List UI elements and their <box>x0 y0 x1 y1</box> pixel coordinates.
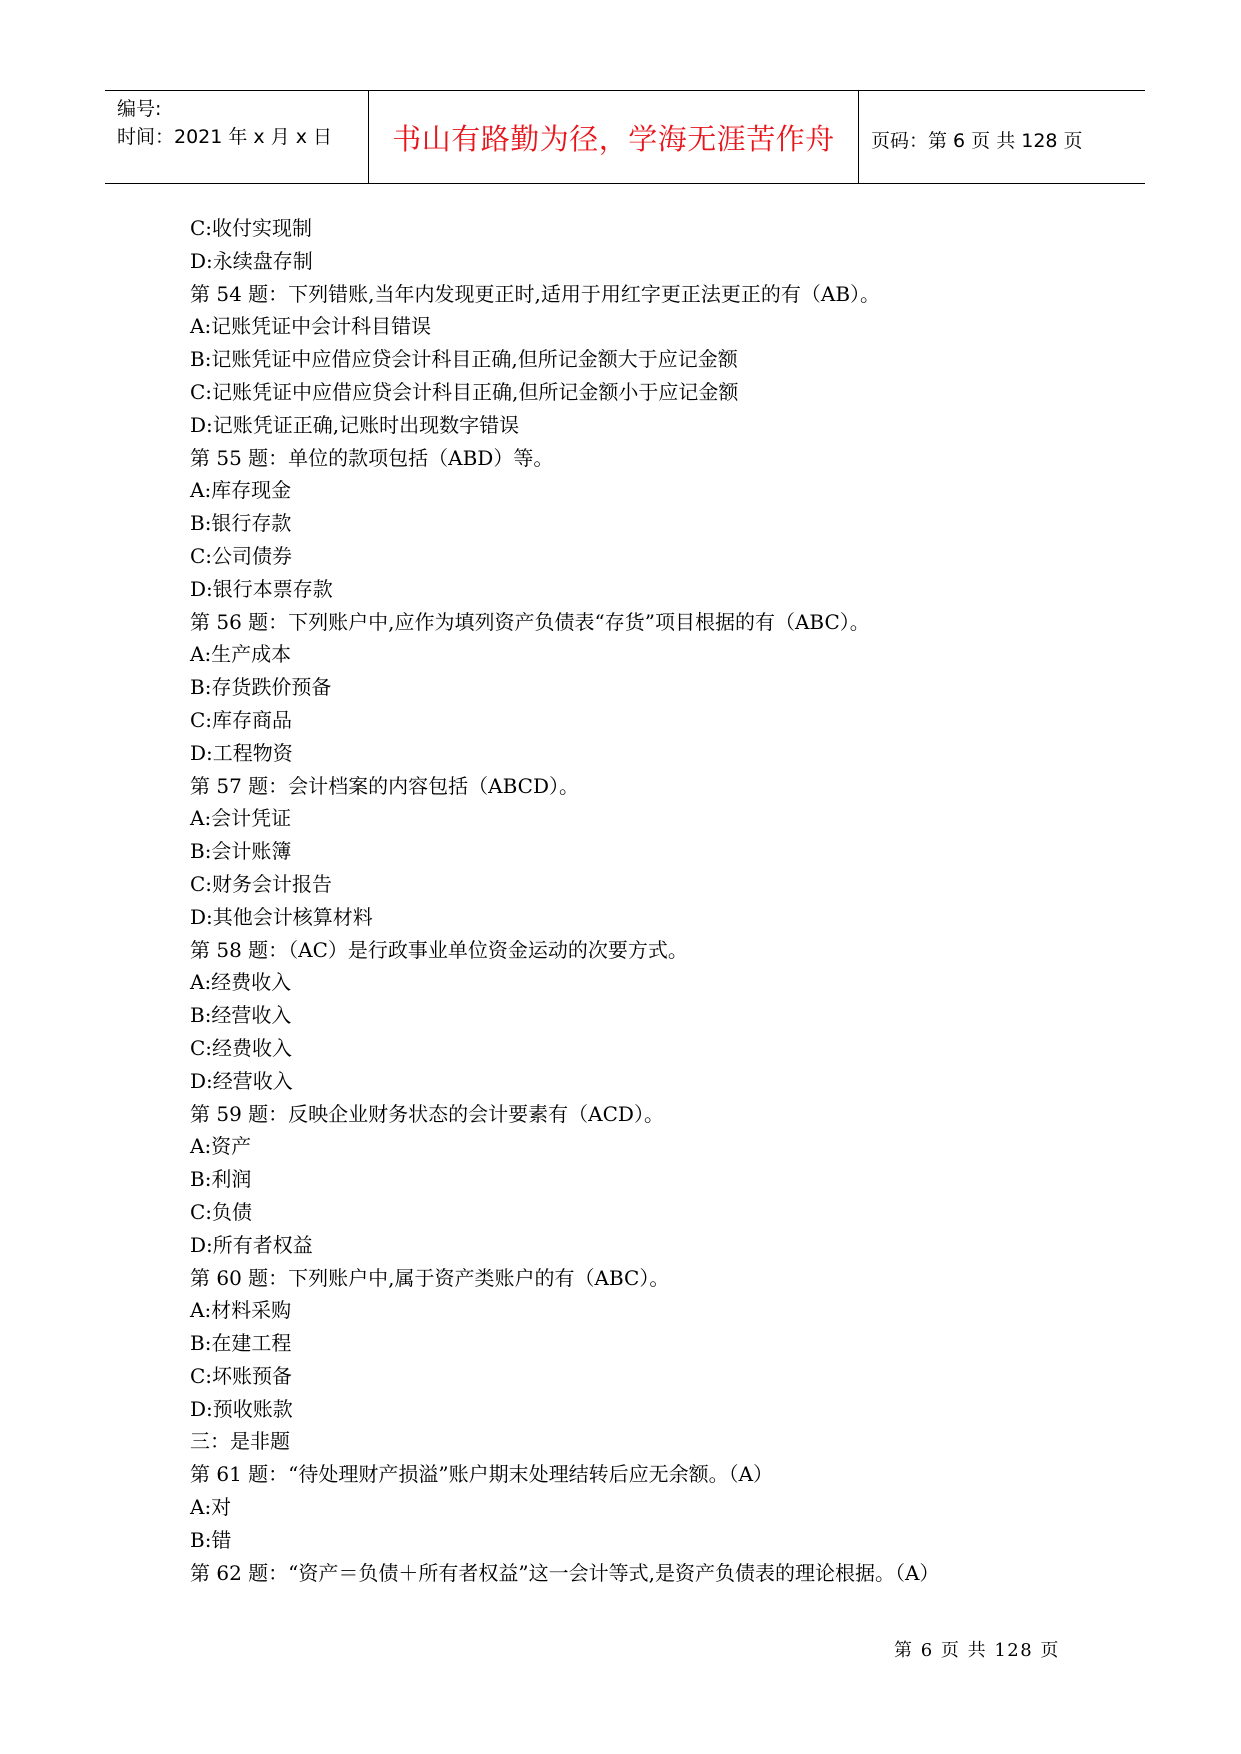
text-line: D:记账凭证正确,记账时出现数字错误 <box>190 412 520 437</box>
text-line: 第 58 题：（AC）是行政事业单位资金运动的次要方式。 <box>190 937 688 962</box>
text-line: 三：是非题 <box>190 1429 290 1454</box>
header-meta <box>117 91 367 183</box>
time-label: 时间：2021 年 x 月 x 日 <box>117 126 333 148</box>
text-line: B:会计账簿 <box>190 839 292 864</box>
text-line: B:银行存款 <box>190 511 292 536</box>
text-line: 第 54 题：下列错账,当年内发现更正时,适用于用红字更正法更正的有（AB）。 <box>190 281 881 306</box>
header-motto: 书山有路勤为径，学海无涯苦作舟 <box>392 122 835 156</box>
text-line: B:经营收入 <box>190 1003 292 1028</box>
page-footer: 第 6 页 共 128 页 <box>894 1640 1060 1661</box>
header-page-label: 页码：第 6 页 共 128 页 <box>871 130 1083 152</box>
text-line: A:生产成本 <box>190 642 292 667</box>
text-line: C:负债 <box>190 1199 253 1224</box>
text-line: C:公司债券 <box>190 543 293 568</box>
text-line: A:材料采购 <box>190 1298 292 1323</box>
text-line: A:会计凭证 <box>190 806 292 831</box>
text-line: D:所有者权益 <box>190 1232 313 1257</box>
text-line: D:永续盘存制 <box>190 248 313 273</box>
text-line: C:库存商品 <box>190 707 293 732</box>
document-body <box>190 212 1070 1589</box>
text-line: A:记账凭证中会计科目错误 <box>190 314 432 339</box>
text-line: 第 55 题：单位的款项包括（ABD）等。 <box>190 445 554 470</box>
number-label: 编号: <box>117 98 162 120</box>
page-header <box>105 90 1145 184</box>
text-line: 第 59 题：反映企业财务状态的会计要素有（ACD）。 <box>190 1101 664 1126</box>
text-line: C:坏账预备 <box>190 1363 293 1388</box>
text-line: 第 56 题：下列账户中,应作为填列资产负债表“存货”项目根据的有（ABC）。 <box>190 609 870 634</box>
text-line: C:记账凭证中应借应贷会计科目正确,但所记金额小于应记金额 <box>190 379 739 404</box>
text-line: B:错 <box>190 1527 232 1552</box>
header-divider <box>858 91 859 183</box>
text-line: 第 62 题：“资产＝负债＋所有者权益”这一会计等式,是资产负债表的理论根据。（A） <box>190 1560 940 1585</box>
text-line: A:库存现金 <box>190 478 292 503</box>
text-line: B:在建工程 <box>190 1331 292 1356</box>
text-line: A:经费收入 <box>190 970 292 995</box>
text-line: A:资产 <box>190 1134 252 1159</box>
text-line: C:收付实现制 <box>190 216 313 240</box>
text-line: D:工程物资 <box>190 740 293 765</box>
text-line: C:经费收入 <box>190 1035 293 1060</box>
text-line: B:记账凭证中应借应贷会计科目正确,但所记金额大于应记金额 <box>190 347 738 372</box>
text-line: B:存货跌价预备 <box>190 675 332 700</box>
text-line: D:其他会计核算材料 <box>190 904 373 929</box>
text-line: D:经营收入 <box>190 1068 293 1093</box>
text-line: D:预收账款 <box>190 1396 293 1421</box>
text-line: 第 57 题：会计档案的内容包括（ABCD）。 <box>190 773 580 798</box>
text-line: 第 60 题：下列账户中,属于资产类账户的有（ABC）。 <box>190 1265 670 1290</box>
text-line: A:对 <box>190 1495 232 1520</box>
text-line: B:利润 <box>190 1167 252 1192</box>
text-line: 第 61 题：“待处理财产损溢”账户期末处理结转后应无余额。（A） <box>190 1462 774 1487</box>
text-line: D:银行本票存款 <box>190 576 333 601</box>
text-line: C:财务会计报告 <box>190 871 333 896</box>
